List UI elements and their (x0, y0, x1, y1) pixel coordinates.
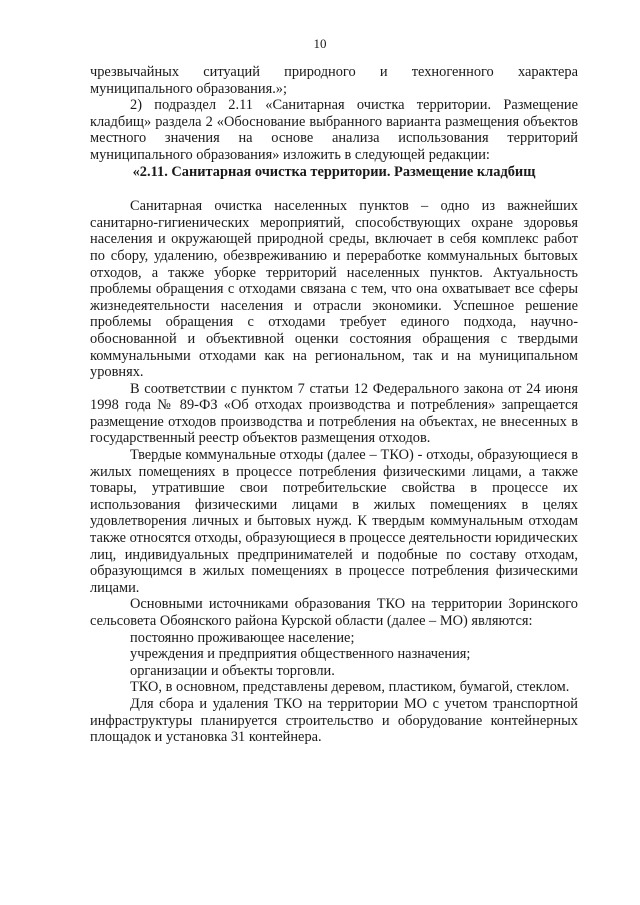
paragraph-sanitary-cleaning: Санитарная очистка населенных пунктов – одно из важнейших санитарно-гигиенических мероприятий, способствующих охране здоровья населения и окружающей природной среды, включает в себя комплекс работ по сбору, удалению, обезвреживанию и переработке коммунальных бытовых отходов, а также уборке территорий населенных пунктов. Актуальность проблемы обращения с отходами связана с тем, что она охватывает все сферы жизнедеятельности населения и отрасли экономики. Успешное решение проблемы обращения с отходами требует единого подхода, научно-обоснованной и объективной оценки состояния обращения с твердыми коммунальными отходами как на региональном, так и на муниципальном уровнях. (90, 198, 578, 381)
paragraph-tko-definition: Твердые коммунальные отходы (далее – ТКО) - отходы, образующиеся в жилых помещениях в процессе потребления физическими лицами, а также товары, утратившие свои потребительские свойства в процессе их использования физическими лицами в жилых помещениях в целях удовлетворения личных и бытовых нужд. К твердым коммунальным отходам также относятся отходы, образующиеся в процессе деятельности юридических лиц, индивидуальных предпринимателей и подобные по составу отходам, образующимся в жилых помещениях в процессе потребления физическими лицами. (90, 447, 578, 596)
document-body (90, 64, 578, 746)
paragraph-containers: Для сбора и удаления ТКО на территории МО с учетом транспортной инфраструктуры планируется строительство и оборудование контейнерных площадок и установка 31 контейнера. (90, 695, 578, 746)
paragraph-tko-sources: Основными источниками образования ТКО на территории Зоринского сельсовета Обоянского района Курской области (далее – МО) являются: (90, 596, 578, 629)
list-item: учреждения и предприятия общественного назначения; (130, 646, 471, 663)
list-item: организации и объекты торговли. (130, 662, 335, 679)
paragraph-tko-composition: ТКО, в основном, представлены деревом, пластиком, бумагой, стеклом. (130, 679, 570, 696)
page-number: 10 (313, 36, 327, 51)
paragraph-amendment: 2) подраздел 2.11 «Санитарная очистка территории. Размещение кладбищ» раздела 2 «Обоснование выбранного варианта размещения объектов местного значения на основе анализа использования территорий муниципального образования» изложить в следующей редакции: (90, 97, 578, 163)
section-heading: «2.11. Санитарная очистка территории. Размещение кладбищ (132, 163, 536, 180)
paragraph-continuation: чрезвычайных ситуаций природного и техногенного характера муниципального образования.»; (90, 64, 578, 97)
paragraph-federal-law: В соответствии с пунктом 7 статьи 12 Федерального закона от 24 июня 1998 года № 89-ФЗ «Об отходах производства и потребления» запрещается размещение отходов производства и потребления на объектах, не внесенных в государственный реестр объектов размещения отходов. (90, 380, 578, 447)
list-item: постоянно проживающее население; (130, 629, 355, 646)
